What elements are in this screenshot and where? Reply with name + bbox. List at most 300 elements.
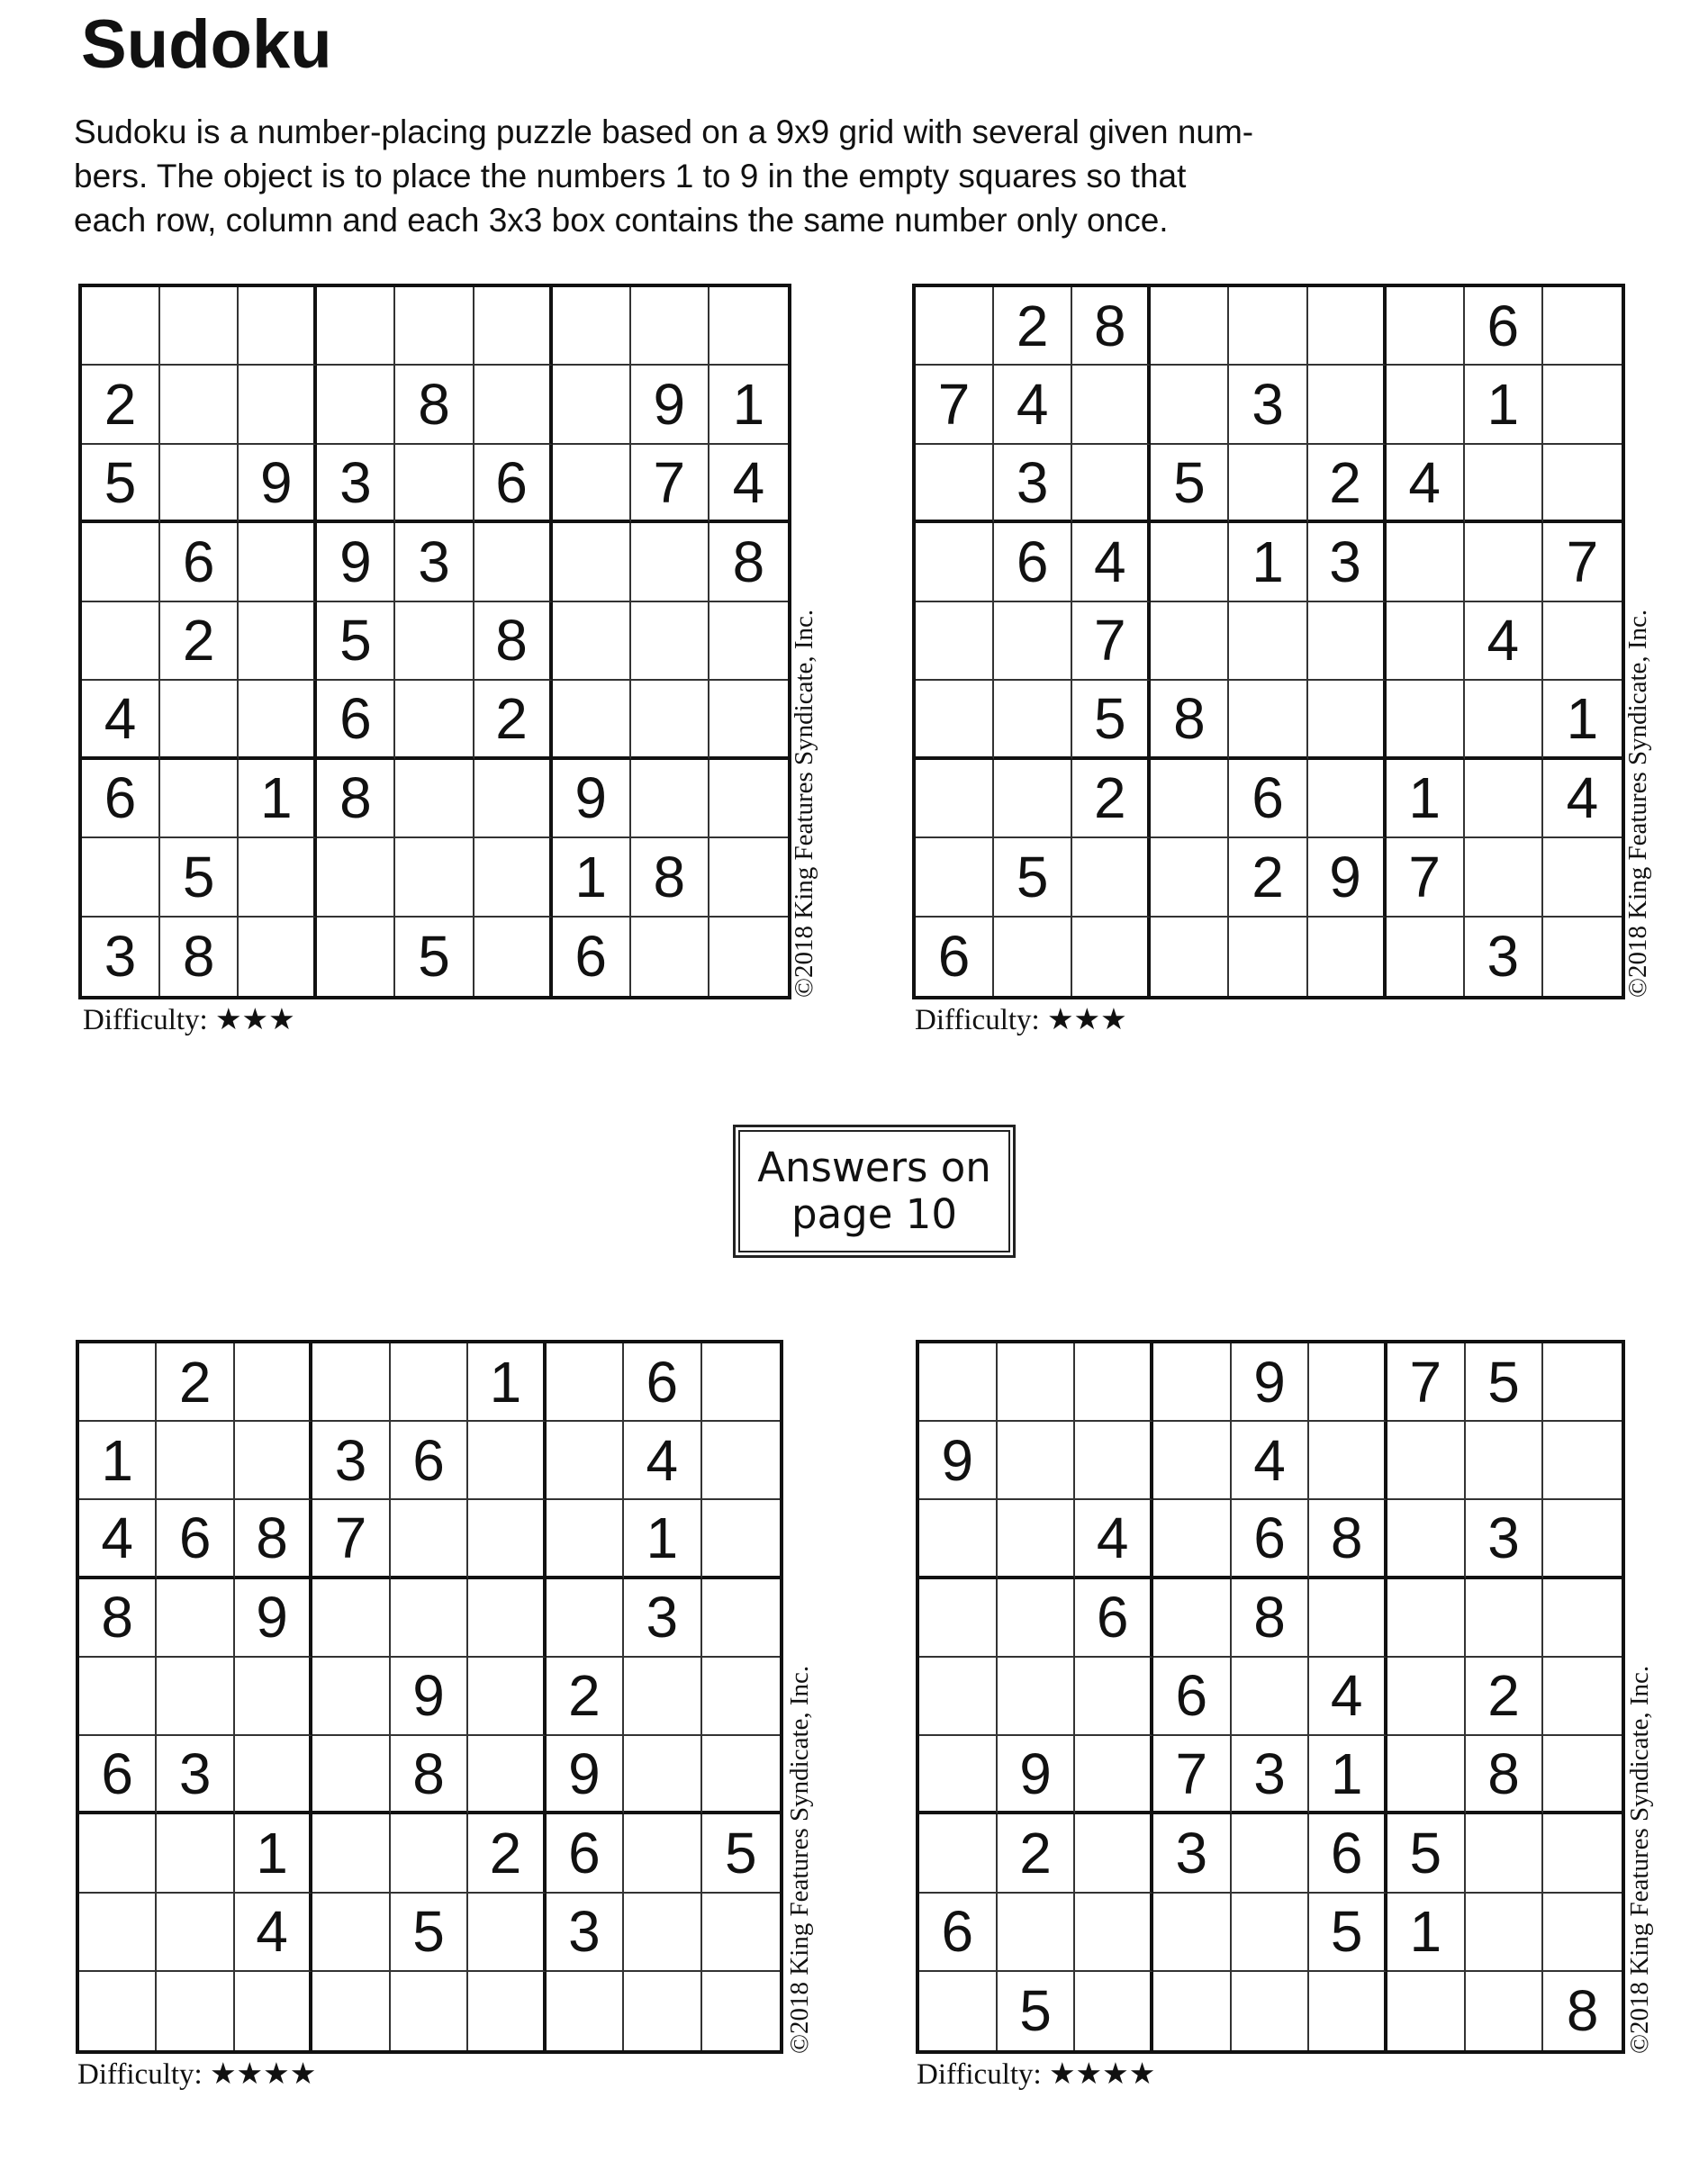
sudoku-cell[interactable]: 5	[998, 1972, 1076, 2050]
sudoku-cell[interactable]: 1	[239, 760, 317, 838]
sudoku-cell[interactable]: 3	[312, 1422, 390, 1500]
sudoku-cell[interactable]	[624, 1972, 701, 2050]
sudoku-cell[interactable]: 9	[1308, 838, 1387, 917]
sudoku-cell[interactable]	[1075, 1972, 1153, 2050]
sudoku-cell[interactable]	[553, 445, 631, 523]
sudoku-cell[interactable]	[709, 287, 788, 366]
sudoku-cell[interactable]	[157, 1658, 234, 1736]
sudoku-cell[interactable]: 5	[1387, 1814, 1466, 1893]
sudoku-cell[interactable]	[1387, 366, 1465, 444]
sudoku-cell[interactable]	[1465, 445, 1543, 523]
sudoku-cell[interactable]	[1229, 287, 1307, 366]
sudoku-cell[interactable]	[702, 1500, 780, 1578]
sudoku-cell[interactable]	[1075, 1422, 1153, 1500]
sudoku-cell[interactable]	[919, 1343, 998, 1422]
sudoku-cell[interactable]	[994, 602, 1072, 681]
sudoku-cell[interactable]: 8	[1072, 287, 1151, 366]
sudoku-cell[interactable]	[553, 287, 631, 366]
sudoku-cell[interactable]	[82, 838, 160, 917]
sudoku-cell[interactable]: 6	[553, 918, 631, 996]
sudoku-cell[interactable]: 2	[160, 602, 239, 681]
sudoku-cell[interactable]: 7	[916, 366, 994, 444]
sudoku-cell[interactable]	[82, 287, 160, 366]
sudoku-cell[interactable]	[547, 1500, 624, 1578]
sudoku-cell[interactable]	[1151, 760, 1229, 838]
sudoku-cell[interactable]: 1	[709, 366, 788, 444]
sudoku-cell[interactable]	[1229, 445, 1307, 523]
sudoku-cell[interactable]	[1387, 1972, 1466, 2050]
sudoku-cell[interactable]	[631, 918, 709, 996]
sudoku-cell[interactable]	[998, 1579, 1076, 1658]
sudoku-cell[interactable]	[1543, 1422, 1622, 1500]
sudoku-cell[interactable]	[1543, 366, 1622, 444]
sudoku-cell[interactable]	[395, 681, 474, 759]
sudoku-cell[interactable]	[1387, 1500, 1466, 1578]
sudoku-cell[interactable]	[312, 1343, 390, 1422]
sudoku-cell[interactable]	[553, 366, 631, 444]
sudoku-cell[interactable]: 9	[547, 1736, 624, 1814]
sudoku-cell[interactable]	[1387, 287, 1465, 366]
sudoku-cell[interactable]	[239, 523, 317, 601]
sudoku-cell[interactable]: 8	[1151, 681, 1229, 759]
sudoku-cell[interactable]	[998, 1658, 1076, 1736]
sudoku-cell[interactable]	[709, 760, 788, 838]
sudoku-cell[interactable]: 4	[709, 445, 788, 523]
sudoku-cell[interactable]: 5	[994, 838, 1072, 917]
sudoku-cell[interactable]	[916, 523, 994, 601]
sudoku-cell[interactable]	[919, 1500, 998, 1578]
sudoku-cell[interactable]	[1308, 287, 1387, 366]
sudoku-cell[interactable]: 4	[1387, 445, 1465, 523]
sudoku-cell[interactable]: 5	[391, 1894, 468, 1972]
sudoku-cell[interactable]: 3	[547, 1894, 624, 1972]
sudoku-cell[interactable]	[1543, 1814, 1622, 1893]
sudoku-cell[interactable]	[1308, 366, 1387, 444]
sudoku-cell[interactable]	[1075, 1736, 1153, 1814]
sudoku-cell[interactable]: 9	[235, 1579, 312, 1658]
sudoku-cell[interactable]	[919, 1814, 998, 1893]
sudoku-cell[interactable]: 2	[468, 1814, 546, 1893]
sudoku-cell[interactable]	[1075, 1343, 1153, 1422]
sudoku-cell[interactable]	[631, 287, 709, 366]
sudoku-cell[interactable]	[994, 760, 1072, 838]
sudoku-cell[interactable]: 1	[468, 1343, 546, 1422]
sudoku-cell[interactable]	[395, 287, 474, 366]
sudoku-cell[interactable]: 8	[317, 760, 395, 838]
sudoku-cell[interactable]: 7	[1387, 1343, 1466, 1422]
sudoku-cell[interactable]	[1153, 1579, 1232, 1658]
sudoku-cell[interactable]	[1543, 1894, 1622, 1972]
sudoku-cell[interactable]	[919, 1579, 998, 1658]
sudoku-cell[interactable]: 5	[1309, 1894, 1387, 1972]
sudoku-cell[interactable]: 1	[79, 1422, 157, 1500]
sudoku-cell[interactable]: 6	[157, 1500, 234, 1578]
sudoku-cell[interactable]	[391, 1343, 468, 1422]
sudoku-cell[interactable]: 6	[916, 918, 994, 996]
sudoku-cell[interactable]	[79, 1894, 157, 1972]
sudoku-cell[interactable]	[547, 1343, 624, 1422]
sudoku-cell[interactable]: 8	[1309, 1500, 1387, 1578]
sudoku-cell[interactable]	[1232, 1658, 1310, 1736]
sudoku-cell[interactable]	[702, 1658, 780, 1736]
sudoku-cell[interactable]	[553, 602, 631, 681]
sudoku-cell[interactable]	[702, 1422, 780, 1500]
sudoku-cell[interactable]	[916, 681, 994, 759]
sudoku-cell[interactable]: 6	[919, 1894, 998, 1972]
sudoku-cell[interactable]	[709, 681, 788, 759]
sudoku-cell[interactable]	[1072, 366, 1151, 444]
sudoku-cell[interactable]: 6	[1309, 1814, 1387, 1893]
sudoku-cell[interactable]	[239, 681, 317, 759]
sudoku-cell[interactable]	[1308, 681, 1387, 759]
sudoku-cell[interactable]	[235, 1343, 312, 1422]
sudoku-cell[interactable]	[391, 1814, 468, 1893]
sudoku-cell[interactable]	[1465, 838, 1543, 917]
sudoku-cell[interactable]: 6	[1229, 760, 1307, 838]
sudoku-cell[interactable]: 6	[1232, 1500, 1310, 1578]
sudoku-cell[interactable]	[312, 1972, 390, 2050]
sudoku-cell[interactable]	[312, 1894, 390, 1972]
sudoku-cell[interactable]: 5	[395, 918, 474, 996]
sudoku-cell[interactable]	[919, 1972, 998, 2050]
sudoku-cell[interactable]	[631, 760, 709, 838]
sudoku-cell[interactable]: 1	[553, 838, 631, 917]
sudoku-cell[interactable]	[312, 1658, 390, 1736]
sudoku-cell[interactable]	[702, 1343, 780, 1422]
sudoku-cell[interactable]	[1308, 918, 1387, 996]
sudoku-cell[interactable]: 3	[1153, 1814, 1232, 1893]
sudoku-cell[interactable]	[1387, 1422, 1466, 1500]
sudoku-cell[interactable]	[709, 918, 788, 996]
sudoku-cell[interactable]	[1151, 918, 1229, 996]
sudoku-cell[interactable]	[1387, 681, 1465, 759]
sudoku-cell[interactable]	[79, 1972, 157, 2050]
sudoku-cell[interactable]	[1232, 1814, 1310, 1893]
sudoku-cell[interactable]	[391, 1500, 468, 1578]
sudoku-cell[interactable]	[395, 602, 474, 681]
sudoku-cell[interactable]: 8	[235, 1500, 312, 1578]
sudoku-cell[interactable]	[1232, 1894, 1310, 1972]
sudoku-cell[interactable]: 9	[631, 366, 709, 444]
sudoku-cell[interactable]	[1466, 1814, 1544, 1893]
sudoku-cell[interactable]: 8	[631, 838, 709, 917]
sudoku-cell[interactable]	[1387, 1736, 1466, 1814]
sudoku-cell[interactable]	[235, 1658, 312, 1736]
sudoku-cell[interactable]: 1	[624, 1500, 701, 1578]
sudoku-cell[interactable]: 8	[1232, 1579, 1310, 1658]
sudoku-cell[interactable]	[1466, 1894, 1544, 1972]
sudoku-cell[interactable]	[624, 1658, 701, 1736]
sudoku-cell[interactable]	[160, 287, 239, 366]
sudoku-cell[interactable]: 4	[994, 366, 1072, 444]
sudoku-cell[interactable]: 5	[82, 445, 160, 523]
sudoku-cell[interactable]	[1151, 523, 1229, 601]
sudoku-cell[interactable]: 4	[1232, 1422, 1310, 1500]
sudoku-cell[interactable]	[160, 366, 239, 444]
sudoku-cell[interactable]: 4	[79, 1500, 157, 1578]
sudoku-cell[interactable]: 2	[547, 1658, 624, 1736]
sudoku-cell[interactable]	[317, 918, 395, 996]
sudoku-cell[interactable]	[998, 1422, 1076, 1500]
sudoku-cell[interactable]: 8	[474, 602, 553, 681]
sudoku-cell[interactable]	[239, 918, 317, 996]
sudoku-cell[interactable]	[1308, 602, 1387, 681]
sudoku-cell[interactable]	[235, 1972, 312, 2050]
sudoku-cell[interactable]	[157, 1579, 234, 1658]
sudoku-cell[interactable]	[702, 1736, 780, 1814]
sudoku-cell[interactable]	[998, 1894, 1076, 1972]
sudoku-cell[interactable]	[468, 1894, 546, 1972]
sudoku-cell[interactable]	[702, 1972, 780, 2050]
sudoku-cell[interactable]	[1151, 602, 1229, 681]
sudoku-cell[interactable]: 4	[235, 1894, 312, 1972]
sudoku-cell[interactable]	[474, 838, 553, 917]
sudoku-cell[interactable]: 2	[474, 681, 553, 759]
sudoku-cell[interactable]	[553, 523, 631, 601]
sudoku-cell[interactable]	[1387, 1579, 1466, 1658]
sudoku-cell[interactable]: 6	[474, 445, 553, 523]
sudoku-cell[interactable]	[916, 287, 994, 366]
sudoku-cell[interactable]: 5	[1072, 681, 1151, 759]
sudoku-cell[interactable]: 3	[994, 445, 1072, 523]
sudoku-cell[interactable]: 7	[1543, 523, 1622, 601]
sudoku-cell[interactable]	[474, 287, 553, 366]
sudoku-cell[interactable]	[1153, 1972, 1232, 2050]
sudoku-cell[interactable]: 1	[1387, 760, 1465, 838]
sudoku-cell[interactable]	[553, 681, 631, 759]
sudoku-cell[interactable]	[1309, 1343, 1387, 1422]
sudoku-cell[interactable]	[916, 602, 994, 681]
sudoku-cell[interactable]: 5	[317, 602, 395, 681]
sudoku-cell[interactable]	[160, 681, 239, 759]
sudoku-cell[interactable]	[468, 1972, 546, 2050]
sudoku-cell[interactable]	[702, 1579, 780, 1658]
sudoku-cell[interactable]: 5	[1466, 1343, 1544, 1422]
sudoku-cell[interactable]: 5	[702, 1814, 780, 1893]
sudoku-cell[interactable]: 4	[82, 681, 160, 759]
sudoku-cell[interactable]	[1075, 1814, 1153, 1893]
sudoku-cell[interactable]	[1465, 523, 1543, 601]
sudoku-cell[interactable]	[1309, 1422, 1387, 1500]
sudoku-cell[interactable]: 6	[624, 1343, 701, 1422]
sudoku-cell[interactable]	[1153, 1343, 1232, 1422]
sudoku-cell[interactable]: 6	[79, 1736, 157, 1814]
sudoku-cell[interactable]	[474, 523, 553, 601]
sudoku-cell[interactable]	[160, 445, 239, 523]
sudoku-cell[interactable]	[312, 1736, 390, 1814]
sudoku-cell[interactable]: 8	[79, 1579, 157, 1658]
sudoku-cell[interactable]	[702, 1894, 780, 1972]
sudoku-cell[interactable]	[1543, 1736, 1622, 1814]
sudoku-cell[interactable]	[1543, 1343, 1622, 1422]
sudoku-cell[interactable]	[1466, 1422, 1544, 1500]
sudoku-cell[interactable]	[1232, 1972, 1310, 2050]
sudoku-cell[interactable]	[1387, 918, 1465, 996]
sudoku-cell[interactable]	[312, 1814, 390, 1893]
sudoku-cell[interactable]: 7	[312, 1500, 390, 1578]
sudoku-cell[interactable]	[160, 760, 239, 838]
sudoku-cell[interactable]	[317, 287, 395, 366]
sudoku-cell[interactable]	[157, 1972, 234, 2050]
sudoku-cell[interactable]: 6	[391, 1422, 468, 1500]
sudoku-cell[interactable]: 1	[1309, 1736, 1387, 1814]
sudoku-cell[interactable]: 7	[631, 445, 709, 523]
sudoku-cell[interactable]	[631, 523, 709, 601]
sudoku-cell[interactable]: 2	[1308, 445, 1387, 523]
sudoku-cell[interactable]	[235, 1736, 312, 1814]
sudoku-cell[interactable]	[474, 760, 553, 838]
sudoku-cell[interactable]	[1387, 523, 1465, 601]
sudoku-cell[interactable]: 7	[1072, 602, 1151, 681]
sudoku-cell[interactable]	[157, 1422, 234, 1500]
sudoku-cell[interactable]	[317, 366, 395, 444]
sudoku-cell[interactable]	[79, 1658, 157, 1736]
sudoku-cell[interactable]: 9	[239, 445, 317, 523]
sudoku-cell[interactable]	[312, 1579, 390, 1658]
sudoku-cell[interactable]: 4	[1075, 1500, 1153, 1578]
sudoku-cell[interactable]: 6	[1465, 287, 1543, 366]
sudoku-cell[interactable]	[624, 1736, 701, 1814]
sudoku-cell[interactable]: 9	[998, 1736, 1076, 1814]
sudoku-cell[interactable]	[468, 1736, 546, 1814]
sudoku-cell[interactable]: 8	[395, 366, 474, 444]
sudoku-cell[interactable]	[239, 287, 317, 366]
sudoku-cell[interactable]	[1466, 1972, 1544, 2050]
sudoku-cell[interactable]: 4	[624, 1422, 701, 1500]
sudoku-cell[interactable]	[1151, 838, 1229, 917]
sudoku-cell[interactable]: 8	[1466, 1736, 1544, 1814]
sudoku-cell[interactable]: 5	[160, 838, 239, 917]
sudoku-cell[interactable]	[239, 366, 317, 444]
sudoku-cell[interactable]: 1	[1229, 523, 1307, 601]
sudoku-cell[interactable]	[1387, 602, 1465, 681]
sudoku-cell[interactable]: 2	[998, 1814, 1076, 1893]
sudoku-cell[interactable]	[391, 1972, 468, 2050]
sudoku-cell[interactable]	[624, 1894, 701, 1972]
sudoku-cell[interactable]	[1543, 838, 1622, 917]
sudoku-cell[interactable]	[1151, 287, 1229, 366]
sudoku-cell[interactable]	[1543, 918, 1622, 996]
sudoku-cell[interactable]	[1075, 1894, 1153, 1972]
sudoku-cell[interactable]	[709, 838, 788, 917]
sudoku-cell[interactable]	[82, 523, 160, 601]
sudoku-cell[interactable]	[547, 1422, 624, 1500]
sudoku-cell[interactable]	[919, 1658, 998, 1736]
sudoku-cell[interactable]	[1229, 602, 1307, 681]
sudoku-cell[interactable]: 1	[1543, 681, 1622, 759]
sudoku-cell[interactable]: 3	[395, 523, 474, 601]
sudoku-cell[interactable]	[1153, 1500, 1232, 1578]
sudoku-cell[interactable]: 4	[1465, 602, 1543, 681]
sudoku-cell[interactable]: 9	[553, 760, 631, 838]
sudoku-cell[interactable]: 3	[1232, 1736, 1310, 1814]
sudoku-cell[interactable]	[395, 838, 474, 917]
sudoku-cell[interactable]	[1543, 602, 1622, 681]
sudoku-cell[interactable]	[624, 1814, 701, 1893]
sudoku-cell[interactable]: 6	[1075, 1579, 1153, 1658]
sudoku-cell[interactable]: 2	[1072, 760, 1151, 838]
sudoku-cell[interactable]	[474, 918, 553, 996]
sudoku-cell[interactable]: 3	[157, 1736, 234, 1814]
sudoku-cell[interactable]	[82, 602, 160, 681]
sudoku-cell[interactable]: 6	[317, 681, 395, 759]
sudoku-cell[interactable]	[1543, 445, 1622, 523]
sudoku-cell[interactable]: 2	[157, 1343, 234, 1422]
sudoku-cell[interactable]	[1543, 287, 1622, 366]
sudoku-cell[interactable]	[631, 681, 709, 759]
sudoku-cell[interactable]	[1072, 918, 1151, 996]
sudoku-cell[interactable]: 8	[160, 918, 239, 996]
sudoku-cell[interactable]	[468, 1500, 546, 1578]
sudoku-cell[interactable]	[468, 1579, 546, 1658]
sudoku-cell[interactable]	[1543, 1658, 1622, 1736]
sudoku-cell[interactable]	[474, 366, 553, 444]
sudoku-cell[interactable]	[1543, 1579, 1622, 1658]
sudoku-cell[interactable]: 3	[317, 445, 395, 523]
sudoku-cell[interactable]	[1153, 1894, 1232, 1972]
sudoku-cell[interactable]: 2	[994, 287, 1072, 366]
sudoku-cell[interactable]: 3	[1465, 918, 1543, 996]
sudoku-cell[interactable]	[547, 1972, 624, 2050]
sudoku-cell[interactable]: 9	[919, 1422, 998, 1500]
sudoku-cell[interactable]: 6	[1153, 1658, 1232, 1736]
sudoku-cell[interactable]	[157, 1814, 234, 1893]
sudoku-cell[interactable]	[916, 445, 994, 523]
sudoku-cell[interactable]	[391, 1579, 468, 1658]
sudoku-cell[interactable]	[79, 1343, 157, 1422]
sudoku-cell[interactable]	[1543, 1500, 1622, 1578]
sudoku-cell[interactable]	[1309, 1579, 1387, 1658]
sudoku-cell[interactable]	[547, 1579, 624, 1658]
sudoku-cell[interactable]	[1308, 760, 1387, 838]
sudoku-cell[interactable]: 1	[1387, 1894, 1466, 1972]
sudoku-cell[interactable]	[1387, 1658, 1466, 1736]
sudoku-cell[interactable]	[395, 445, 474, 523]
sudoku-cell[interactable]: 2	[82, 366, 160, 444]
sudoku-cell[interactable]	[1153, 1422, 1232, 1500]
sudoku-cell[interactable]: 9	[1232, 1343, 1310, 1422]
sudoku-cell[interactable]	[631, 602, 709, 681]
sudoku-cell[interactable]: 2	[1466, 1658, 1544, 1736]
sudoku-cell[interactable]	[239, 838, 317, 917]
sudoku-cell[interactable]	[79, 1814, 157, 1893]
sudoku-cell[interactable]	[1075, 1658, 1153, 1736]
sudoku-cell[interactable]: 9	[317, 523, 395, 601]
sudoku-cell[interactable]	[395, 760, 474, 838]
sudoku-cell[interactable]: 3	[1466, 1500, 1544, 1578]
sudoku-cell[interactable]	[916, 760, 994, 838]
sudoku-cell[interactable]: 8	[1566, 1978, 1599, 2044]
sudoku-cell[interactable]: 3	[82, 918, 160, 996]
sudoku-cell[interactable]: 1	[235, 1814, 312, 1893]
sudoku-cell[interactable]	[919, 1736, 998, 1814]
sudoku-cell[interactable]: 7	[1153, 1736, 1232, 1814]
sudoku-cell[interactable]: 6	[994, 523, 1072, 601]
sudoku-cell[interactable]	[1229, 918, 1307, 996]
sudoku-cell[interactable]	[994, 918, 1072, 996]
sudoku-cell[interactable]	[468, 1658, 546, 1736]
sudoku-cell[interactable]: 6	[160, 523, 239, 601]
sudoku-cell[interactable]: 1	[1465, 366, 1543, 444]
sudoku-cell[interactable]: 3	[1229, 366, 1307, 444]
sudoku-cell[interactable]	[239, 602, 317, 681]
sudoku-cell[interactable]: 7	[1387, 838, 1465, 917]
sudoku-cell[interactable]	[1072, 838, 1151, 917]
sudoku-cell[interactable]: 4	[1543, 760, 1622, 838]
sudoku-cell[interactable]: 4	[1309, 1658, 1387, 1736]
sudoku-cell[interactable]: 6	[547, 1814, 624, 1893]
sudoku-cell[interactable]: 9	[391, 1658, 468, 1736]
